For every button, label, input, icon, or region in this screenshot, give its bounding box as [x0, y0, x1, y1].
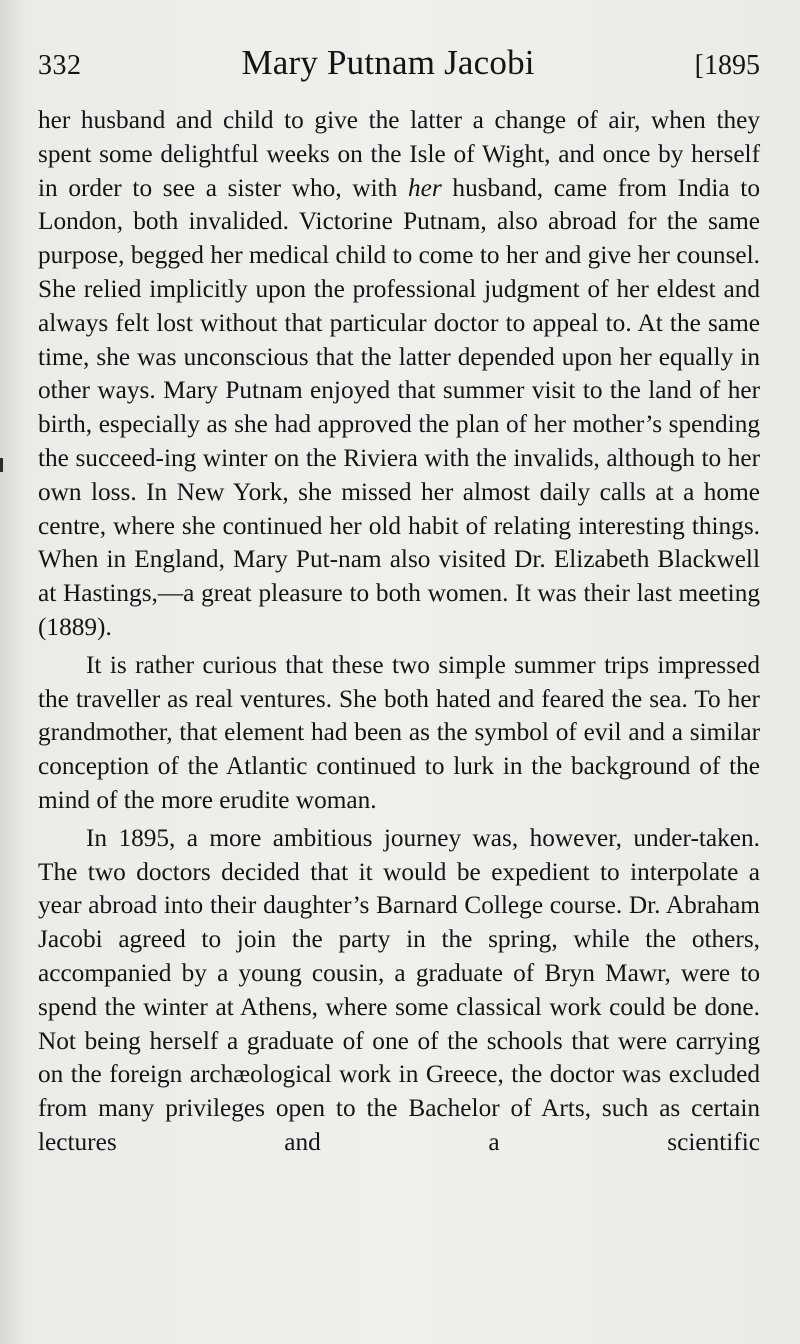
paragraph-1-emphasis: her: [408, 173, 442, 202]
body-text: [38, 104, 760, 1160]
paragraph-2: It is rather curious that these two simple summer trips impressed the traveller as real ventures. She both hated and feared the sea. To her grandmother, that element had been as the symbol of evil and a similar conception of the Atlantic continued to lurk in the background of the mind of the more erudite woman.: [38, 650, 760, 814]
running-header: [38, 36, 760, 92]
page-title: Mary Putnam Jacobi: [241, 43, 535, 82]
paragraph-1-text-a: her husband and child to give the latter a change of air, when they spent some delightful weeks on the Isle of Wight, and once by herself in order to see a sister who, with: [38, 106, 760, 202]
page-number: 332: [38, 50, 82, 81]
margin-mark: [0, 458, 3, 472]
paragraph-3: In 1895, a more ambitious journey was, however, under-taken. The two doctors decided that it would be expedient to interpolate a year abroad into their daughter’s Barnard College course. Dr. Abraham Jacobi agreed to join the party in the spring, while the others, accompanied by a young cousin, a graduate of Bryn Mawr, were to spend the winter at Athens, where some classical work could be done. Not being herself a graduate of one of the schools that were carrying on the foreign archæological work in Greece, the doctor was excluded from many privileges open to the Bachelor of Arts, such as certain lectures and a scientific: [38, 823, 760, 1156]
paragraph-1-text-b: husband, came from India to London, both invalided. Victorine Putnam, also abroad for the same purpose, begged her medical child to come to her and give her counsel. She relied implicitly upon the professional judgment of her eldest and always felt lost without that particular doctor to appeal to. At the same time, she was unconscious that the latter depended upon her equally in other ways. Mary Putnam enjoyed that summer visit to the land of her birth, especially as she had approved the plan of her mother’s spending the succeed-ing winter on the Riviera with the invalids, although to her own loss. In New York, she missed her almost daily calls at a home centre, where she continued her old habit of relating interesting things. When in England, Mary Put-nam also visited Dr. Elizabeth Blackwell at Hastings,—a great pleasure to both women. It was their last meeting (1889).: [38, 173, 760, 641]
header-year: [1895: [694, 50, 760, 81]
paragraph-1: [38, 104, 760, 645]
